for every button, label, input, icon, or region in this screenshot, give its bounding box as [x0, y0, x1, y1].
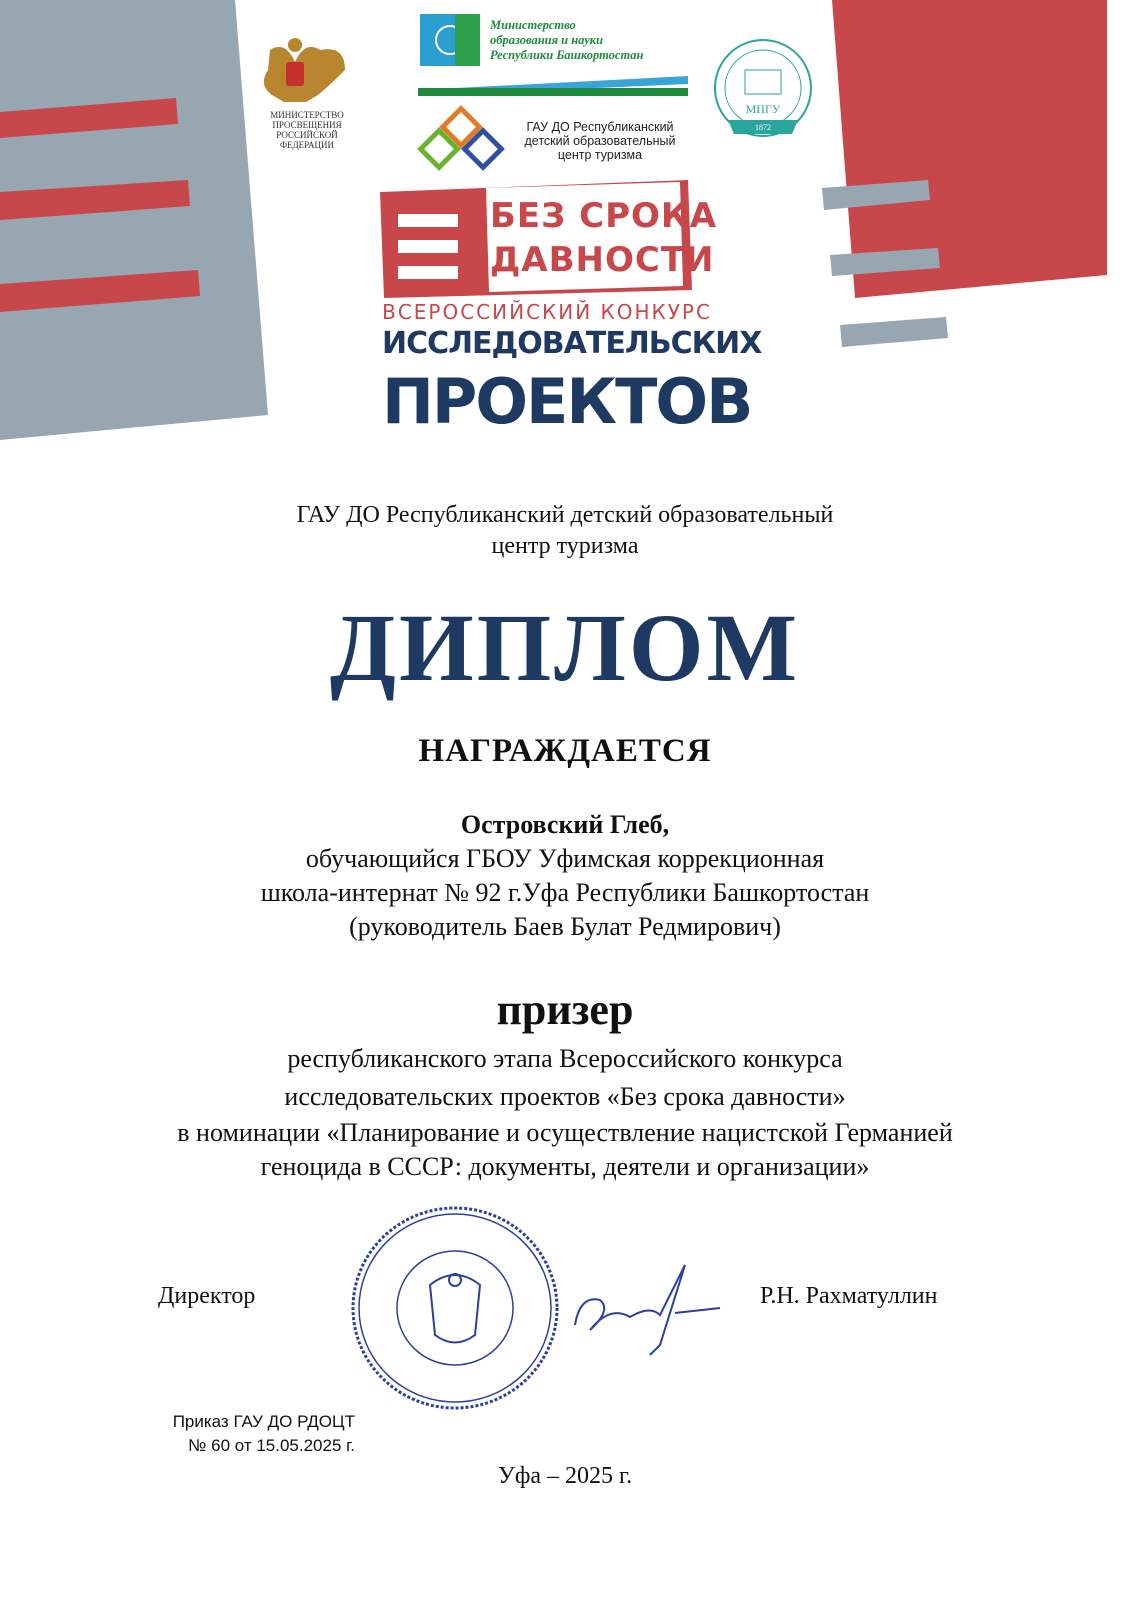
description-line: геноцида в СССР: документы, деятели и организации»	[260, 1152, 870, 1181]
recipient-name: Островский Глеб,	[460, 810, 670, 839]
label-line: ФЕДЕРАЦИИ	[279, 140, 335, 150]
recipient-line: школа-интернат № 92 г.Уфа Республики Башкортостан	[260, 878, 870, 907]
label-line: Республики Башкортостан	[490, 48, 644, 62]
recipient-line: (руководитель Баев Булат Редмирович)	[349, 912, 781, 941]
label-line: ПРОСВЕЩЕНИЯ	[272, 120, 342, 130]
ministry-rb-label	[490, 18, 643, 63]
order-line: № 60 от 15.05.2025 г.	[188, 1436, 355, 1455]
stamp-and-signature	[350, 1205, 730, 1415]
label-line: центр туризма	[557, 148, 643, 162]
right-gray-stripe	[840, 317, 948, 347]
description	[0, 1040, 1130, 1184]
awarded-heading: НАГРАЖДАЕТСЯ	[418, 733, 712, 769]
description-line: республиканского этапа Всероссийского конкурса	[287, 1044, 843, 1073]
label-line: РОССИЙСКОЙ	[276, 130, 338, 140]
mpgu-logo-icon	[715, 40, 811, 136]
recipient-line: обучающийся ГБОУ Уфимская коррекционная	[305, 844, 825, 873]
org-line: ГАУ ДО Республиканский детский образовательный	[296, 502, 834, 528]
description-line: исследовательских проектов «Без срока давности»	[284, 1082, 846, 1111]
label-line: ГАУ ДО Республиканский	[526, 120, 674, 134]
diploma-title: ДИПЛОМ	[329, 594, 801, 701]
mpgu-year: 1872	[755, 123, 771, 132]
banner-line: БЕЗ СРОКА	[490, 196, 718, 236]
label-line: МИНИСТЕРСТВО	[270, 110, 344, 120]
mpgu-label: МПГУ	[745, 102, 781, 116]
label-line: Министерство	[490, 18, 576, 32]
label-line: образования и науки	[490, 33, 604, 47]
prize-title: призер	[496, 985, 634, 1034]
banner-line: ДАВНОСТИ	[490, 240, 715, 280]
center-logo-icon	[421, 109, 502, 168]
left-gray-panel	[0, 0, 268, 440]
signer-name: Р.Н. Рахматуллин	[760, 1283, 938, 1309]
recipient-block	[0, 808, 1130, 944]
label-line: детский образовательный	[524, 134, 676, 148]
signature-icon	[575, 1265, 720, 1355]
org-line: центр туризма	[491, 533, 639, 559]
banner-line: ИССЛЕДОВАТЕЛЬСКИХ	[382, 326, 762, 361]
order-reference	[150, 1410, 355, 1458]
city-year: Уфа – 2025 г.	[497, 1463, 633, 1489]
ministry-rf-label	[262, 110, 352, 150]
organization-name	[0, 500, 1130, 562]
eagle-emblem-icon	[264, 38, 345, 102]
banner-line: ПРОЕКТОВ	[382, 365, 752, 438]
signer-position: Директор	[158, 1283, 256, 1309]
order-line: Приказ ГАУ ДО РДОЦТ	[172, 1412, 355, 1431]
official-stamp-icon	[353, 1208, 557, 1408]
description-line: в номинации «Планирование и осуществление нацистской Германией	[177, 1118, 953, 1147]
banner-subtitle: ВСЕРОССИЙСКИЙ КОНКУРС	[382, 300, 712, 324]
green-line	[418, 88, 688, 96]
center-label	[505, 120, 695, 162]
banner-title	[490, 194, 718, 282]
